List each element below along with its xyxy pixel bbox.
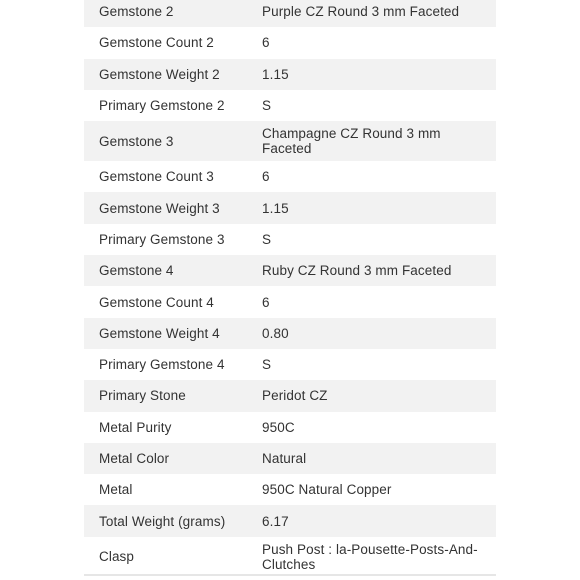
spec-label: Gemstone 2 — [84, 0, 248, 27]
spec-value: Push Post : la-Pousette-Posts-And-Clutches — [248, 537, 496, 577]
spec-label: Gemstone Weight 3 — [84, 192, 248, 223]
spec-value: 1.15 — [248, 192, 496, 223]
spec-value: 950C Natural Copper — [248, 474, 496, 505]
spec-row-primary-gemstone-4 — [84, 349, 496, 380]
spec-row-primary-stone — [84, 380, 496, 411]
spec-value: Peridot CZ — [248, 380, 496, 411]
specifications-table — [84, 0, 496, 577]
spec-label: Metal Color — [84, 443, 248, 474]
spec-row-total-weight — [84, 505, 496, 536]
spec-row-metal-color — [84, 443, 496, 474]
spec-label: Gemstone Count 3 — [84, 161, 248, 192]
spec-value: S — [248, 90, 496, 121]
spec-value: S — [248, 224, 496, 255]
table-bottom-divider — [84, 574, 496, 576]
spec-row-metal — [84, 474, 496, 505]
spec-row-metal-purity — [84, 412, 496, 443]
spec-value: 6 — [248, 286, 496, 317]
spec-label: Primary Gemstone 3 — [84, 224, 248, 255]
spec-value: 950C — [248, 412, 496, 443]
spec-row-gemstone-count-2 — [84, 27, 496, 58]
specifications-body — [84, 0, 496, 577]
spec-label: Gemstone Count 2 — [84, 27, 248, 58]
spec-label: Gemstone Weight 2 — [84, 59, 248, 90]
spec-value: S — [248, 349, 496, 380]
spec-value: 6.17 — [248, 505, 496, 536]
spec-row-gemstone-weight-3 — [84, 192, 496, 223]
spec-label: Total Weight (grams) — [84, 505, 248, 536]
spec-label: Gemstone Weight 4 — [84, 318, 248, 349]
spec-value: 0.80 — [248, 318, 496, 349]
spec-value: Natural — [248, 443, 496, 474]
spec-label: Primary Gemstone 2 — [84, 90, 248, 121]
spec-row-primary-gemstone-3 — [84, 224, 496, 255]
spec-row-gemstone-count-4 — [84, 286, 496, 317]
spec-label: Metal Purity — [84, 412, 248, 443]
spec-value: Purple CZ Round 3 mm Faceted — [248, 0, 496, 27]
spec-label: Gemstone 3 — [84, 121, 248, 161]
spec-label: Primary Stone — [84, 380, 248, 411]
spec-label: Primary Gemstone 4 — [84, 349, 248, 380]
spec-value: Ruby CZ Round 3 mm Faceted — [248, 255, 496, 286]
spec-row-primary-gemstone-2 — [84, 90, 496, 121]
spec-value: 6 — [248, 161, 496, 192]
spec-row-clasp — [84, 537, 496, 577]
spec-row-gemstone-4 — [84, 255, 496, 286]
spec-value: Champagne CZ Round 3 mm Faceted — [248, 121, 496, 161]
spec-row-gemstone-weight-4 — [84, 318, 496, 349]
spec-label: Clasp — [84, 537, 248, 577]
spec-row-gemstone-2 — [84, 0, 496, 27]
spec-row-gemstone-3 — [84, 121, 496, 161]
spec-label: Gemstone 4 — [84, 255, 248, 286]
spec-row-gemstone-weight-2 — [84, 59, 496, 90]
spec-label: Metal — [84, 474, 248, 505]
spec-row-gemstone-count-3 — [84, 161, 496, 192]
spec-label: Gemstone Count 4 — [84, 286, 248, 317]
spec-value: 6 — [248, 27, 496, 58]
spec-value: 1.15 — [248, 59, 496, 90]
